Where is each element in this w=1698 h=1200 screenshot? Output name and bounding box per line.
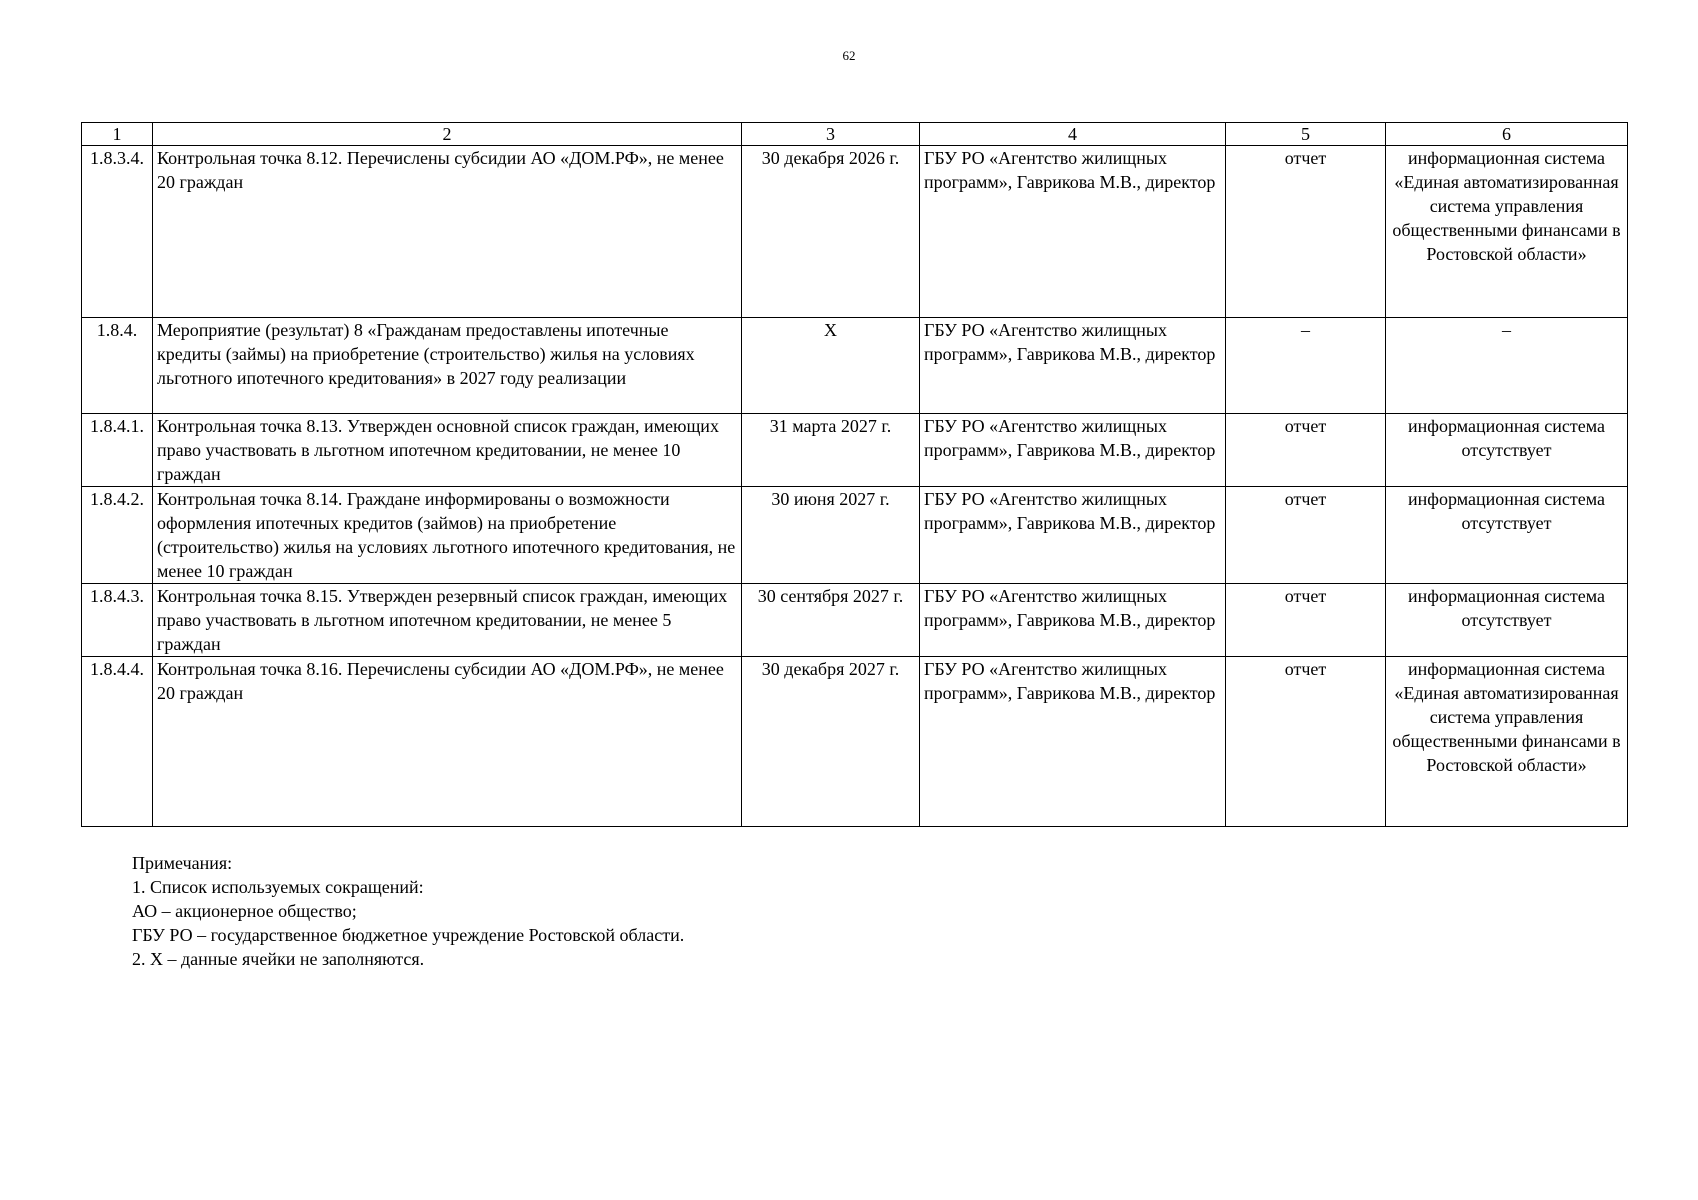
- row-date: 30 сентября 2027 г.: [742, 584, 920, 657]
- table-row: [82, 657, 1628, 827]
- row-responsible: ГБУ РО «Агентство жилищных программ», Гаврикова М.В., директор: [920, 657, 1226, 827]
- row-document: отчет: [1226, 146, 1386, 318]
- row-responsible: ГБУ РО «Агентство жилищных программ», Гаврикова М.В., директор: [920, 487, 1226, 584]
- note-line: ГБУ РО – государственное бюджетное учреждение Ростовской области.: [132, 925, 685, 945]
- column-header: 2: [153, 123, 742, 146]
- column-header: 1: [82, 123, 153, 146]
- table-row: [82, 414, 1628, 487]
- row-info-system: информационная система «Единая автоматизированная система управления общественными финансами в Ростовской области»: [1386, 146, 1628, 318]
- column-header: 5: [1226, 123, 1386, 146]
- row-date: 31 марта 2027 г.: [742, 414, 920, 487]
- note-line: 1. Список используемых сокращений:: [132, 877, 424, 897]
- row-document: отчет: [1226, 657, 1386, 827]
- row-info-system: информационная система отсутствует: [1386, 584, 1628, 657]
- row-number: 1.8.4.4.: [82, 657, 153, 827]
- table-row: [82, 318, 1628, 414]
- column-header: 4: [920, 123, 1226, 146]
- row-date: Х: [742, 318, 920, 414]
- notes-section: [132, 851, 684, 971]
- row-date: 30 декабря 2027 г.: [742, 657, 920, 827]
- row-description: Контрольная точка 8.14. Граждане информированы о возможности оформления ипотечных кредитов (займов) на приобретение (строительство) жилья на условиях льготного ипотечного кредитования, не менее 10 граждан: [153, 487, 742, 584]
- row-number: 1.8.4.1.: [82, 414, 153, 487]
- row-number: 1.8.4.2.: [82, 487, 153, 584]
- row-number: 1.8.4.: [82, 318, 153, 414]
- table-header-row: [82, 123, 1628, 146]
- notes-title: Примечания:: [132, 853, 233, 873]
- table-row: [82, 146, 1628, 318]
- row-document: отчет: [1226, 487, 1386, 584]
- row-description: Контрольная точка 8.15. Утвержден резервный список граждан, имеющих право участвовать в льготном ипотечном кредитовании, не менее 5 граждан: [153, 584, 742, 657]
- row-info-system: –: [1386, 318, 1628, 414]
- page-number: 62: [842, 48, 856, 63]
- note-line: АО – акционерное общество;: [132, 901, 357, 921]
- row-responsible: ГБУ РО «Агентство жилищных программ», Гаврикова М.В., директор: [920, 318, 1226, 414]
- row-info-system: информационная система отсутствует: [1386, 414, 1628, 487]
- table-row: [82, 487, 1628, 584]
- row-description: Контрольная точка 8.16. Перечислены субсидии АО «ДОМ.РФ», не менее 20 граждан: [153, 657, 742, 827]
- row-date: 30 декабря 2026 г.: [742, 146, 920, 318]
- column-header: 3: [742, 123, 920, 146]
- row-description: Контрольная точка 8.13. Утвержден основной список граждан, имеющих право участвовать в льготном ипотечном кредитовании, не менее 10 граждан: [153, 414, 742, 487]
- column-header: 6: [1386, 123, 1628, 146]
- row-description: Мероприятие (результат) 8 «Гражданам предоставлены ипотечные кредиты (займы) на приобретение (строительство) жилья на условиях льготного ипотечного кредитования» в 2027 году реализации: [153, 318, 742, 414]
- row-document: отчет: [1226, 584, 1386, 657]
- row-info-system: информационная система отсутствует: [1386, 487, 1628, 584]
- row-number: 1.8.4.3.: [82, 584, 153, 657]
- row-responsible: ГБУ РО «Агентство жилищных программ», Гаврикова М.В., директор: [920, 414, 1226, 487]
- row-description: Контрольная точка 8.12. Перечислены субсидии АО «ДОМ.РФ», не менее 20 граждан: [153, 146, 742, 318]
- row-responsible: ГБУ РО «Агентство жилищных программ», Гаврикова М.В., директор: [920, 146, 1226, 318]
- row-document: –: [1226, 318, 1386, 414]
- row-responsible: ГБУ РО «Агентство жилищных программ», Гаврикова М.В., директор: [920, 584, 1226, 657]
- row-number: 1.8.3.4.: [82, 146, 153, 318]
- note-line: 2. Х – данные ячейки не заполняются.: [132, 949, 425, 969]
- row-document: отчет: [1226, 414, 1386, 487]
- activities-table: [81, 122, 1628, 827]
- row-date: 30 июня 2027 г.: [742, 487, 920, 584]
- table-row: [82, 584, 1628, 657]
- row-info-system: информационная система «Единая автоматизированная система управления общественными финансами в Ростовской области»: [1386, 657, 1628, 827]
